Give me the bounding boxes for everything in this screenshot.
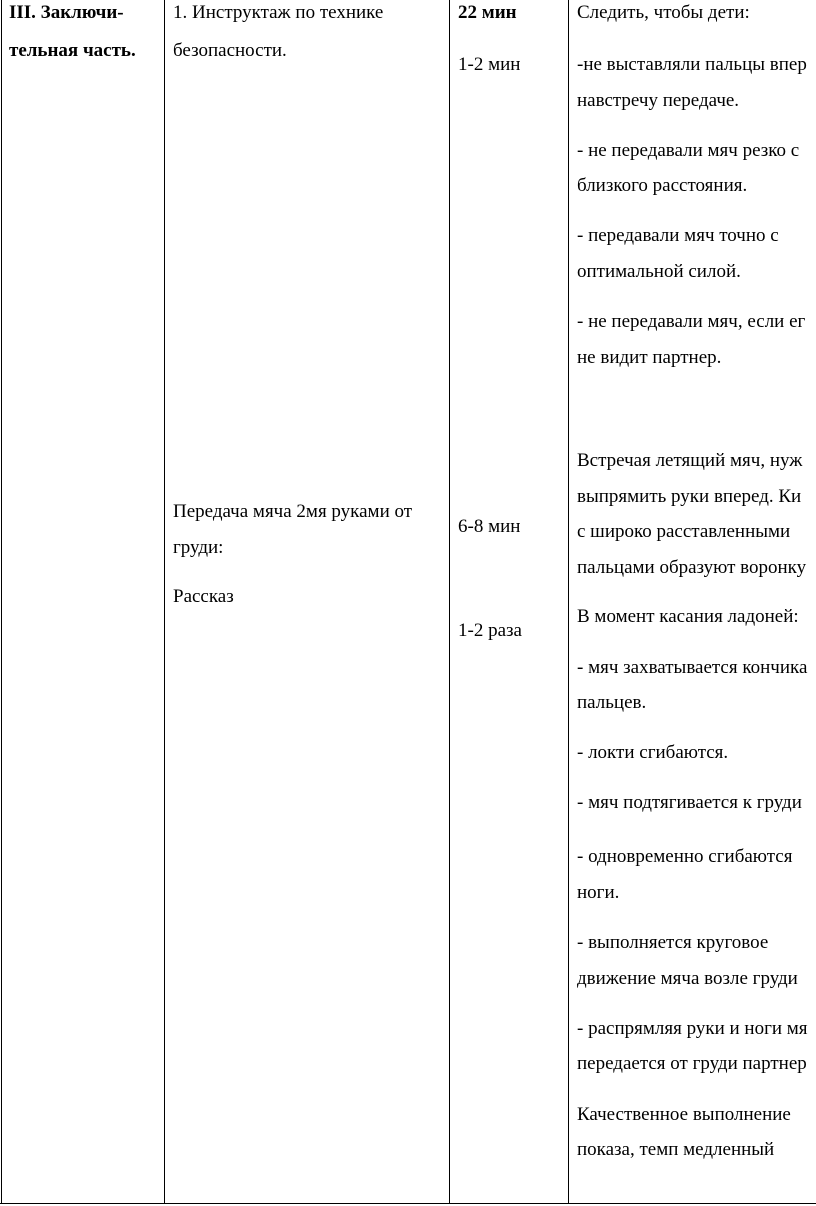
note-line: пальцами образуют воронку bbox=[577, 557, 807, 578]
pass-title-line-2: груди: bbox=[173, 537, 224, 558]
note-line: - мяч захватывается кончика bbox=[577, 657, 808, 678]
note-line: показа, темп медленный bbox=[577, 1139, 775, 1160]
note-line: - распрямляя руки и ноги мя bbox=[577, 1018, 808, 1039]
time-pass: 6-8 мин bbox=[458, 516, 521, 537]
note-line: навстречу передаче. bbox=[577, 90, 740, 111]
note-line: близкого расстояния. bbox=[577, 175, 748, 196]
note-line: Встречая летящий мяч, нуж bbox=[577, 450, 803, 471]
note-line: движение мяча возле груди bbox=[577, 968, 798, 989]
note-line: В момент касания ладоней: bbox=[577, 606, 799, 627]
note-line: с широко расставленными bbox=[577, 521, 791, 542]
table-divider-1 bbox=[164, 0, 165, 1203]
table-border-bottom bbox=[0, 1203, 816, 1204]
pass-title-line-1: Передача мяча 2мя руками от bbox=[173, 501, 413, 522]
note-line: выпрямить руки вперед. Ки bbox=[577, 486, 802, 507]
note-line: - не передавали мяч, если ег bbox=[577, 311, 806, 332]
instruction-line-2: безопасности. bbox=[173, 40, 287, 61]
table-border-left bbox=[1, 0, 2, 1203]
note-line: -не выставляли пальцы впер bbox=[577, 54, 807, 75]
section-title-line-1: III. Заключи- bbox=[9, 2, 124, 23]
note-line: - не передавали мяч резко с bbox=[577, 140, 800, 161]
section-title-line-2: тельная часть. bbox=[9, 40, 136, 61]
story-label: Рассказ bbox=[173, 586, 234, 607]
note-line: ноги. bbox=[577, 882, 620, 903]
total-time: 22 мин bbox=[458, 2, 517, 23]
note-line: Следить, чтобы дети: bbox=[577, 2, 750, 23]
note-line: - передавали мяч точно с bbox=[577, 225, 779, 246]
note-line: оптимальной силой. bbox=[577, 261, 741, 282]
note-line: - мяч подтягивается к груди bbox=[577, 792, 802, 813]
note-line: не видит партнер. bbox=[577, 347, 722, 368]
instruction-line-1: 1. Инструктаж по технике bbox=[173, 2, 384, 23]
note-line: пальцев. bbox=[577, 692, 647, 713]
time-instruction: 1-2 мин bbox=[458, 54, 521, 75]
note-line: - локти сгибаются. bbox=[577, 742, 729, 763]
note-line: - выполняется круговое bbox=[577, 932, 769, 953]
note-line: Качественное выполнение bbox=[577, 1104, 791, 1125]
note-line: передается от груди партнер bbox=[577, 1053, 807, 1074]
repeat-count: 1-2 раза bbox=[458, 620, 522, 641]
note-line: - одновременно сгибаются bbox=[577, 846, 793, 867]
table-divider-3 bbox=[568, 0, 569, 1203]
table-divider-2 bbox=[449, 0, 450, 1203]
